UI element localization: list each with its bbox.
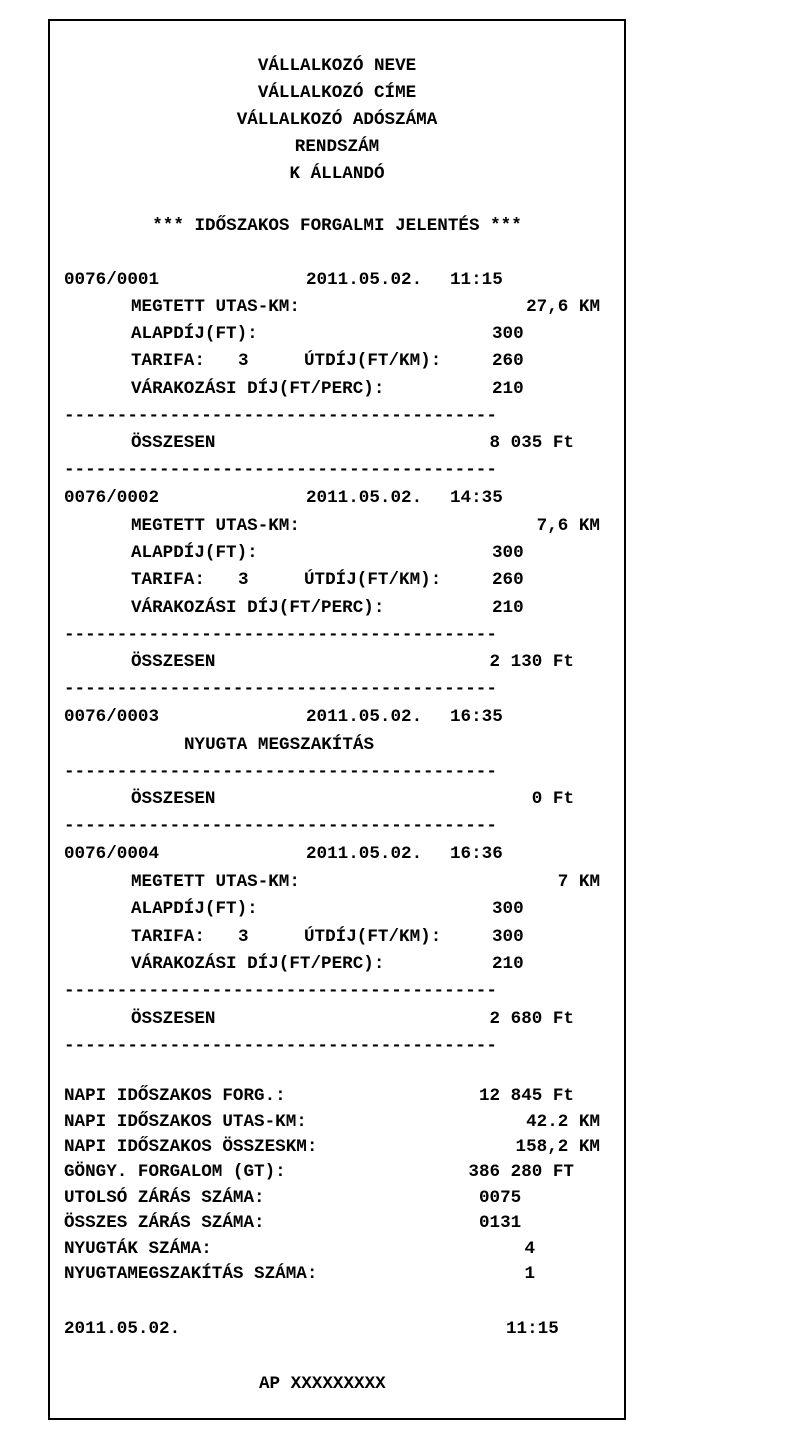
toll-label: ÚTDÍJ(FT/KM):: [304, 351, 442, 371]
base-fee-label: ALAPDÍJ(FT):: [131, 324, 258, 344]
summary-value: 4: [524, 1239, 535, 1259]
summary-value: 158,2 KM: [515, 1137, 600, 1157]
receipt-time: 14:35: [450, 488, 503, 508]
footer-date: 2011.05.02.: [64, 1319, 181, 1339]
separator: -----------------------------------------: [64, 816, 497, 836]
footer-time: 11:15: [506, 1319, 559, 1339]
receipt-time: 16:36: [450, 844, 503, 864]
total-value: 8 035 Ft: [489, 433, 574, 453]
waiting-fee-value: 210: [492, 598, 524, 618]
summary-label: ÖSSZES ZÁRÁS SZÁMA:: [64, 1213, 265, 1233]
total-label: ÖSSZESEN: [131, 433, 216, 453]
base-fee-label: ALAPDÍJ(FT):: [131, 543, 258, 563]
summary-value: 42.2 KM: [526, 1112, 600, 1132]
tariff-label: TARIFA:: [131, 351, 205, 371]
tariff-value: 3: [238, 927, 249, 947]
waiting-fee-label: VÁRAKOZÁSI DÍJ(FT/PERC):: [131, 954, 385, 974]
k-constant: K ÁLLANDÓ: [289, 164, 385, 184]
summary-value: 1: [524, 1264, 535, 1284]
base-fee-label: ALAPDÍJ(FT):: [131, 899, 258, 919]
receipt-id: 0076/0002: [64, 488, 160, 508]
separator: -----------------------------------------: [64, 1036, 497, 1056]
total-label: ÖSSZESEN: [131, 652, 216, 672]
tariff-value: 3: [238, 570, 249, 590]
total-value: 0 Ft: [531, 789, 574, 809]
distance-value: 7 KM: [557, 872, 600, 892]
distance-label: MEGTETT UTAS-KM:: [131, 872, 300, 892]
base-fee-value: 300: [492, 899, 524, 919]
business-name: VÁLLALKOZÓ NEVE: [257, 56, 417, 76]
summary-value: 0131: [479, 1213, 522, 1233]
summary-label: NYUGTAMEGSZAKÍTÁS SZÁMA:: [64, 1264, 318, 1284]
tariff-value: 3: [238, 351, 249, 371]
business-address: VÁLLALKOZÓ CÍME: [257, 83, 417, 103]
receipt-time: 11:15: [450, 270, 503, 290]
tariff-label: TARIFA:: [131, 570, 205, 590]
total-value: 2 680 Ft: [489, 1009, 574, 1029]
receipt-date: 2011.05.02.: [306, 707, 423, 727]
distance-value: 27,6 KM: [526, 297, 600, 317]
separator: -----------------------------------------: [64, 762, 497, 782]
receipt: [48, 19, 626, 1420]
total-label: ÖSSZESEN: [131, 1009, 216, 1029]
report-title: *** IDŐSZAKOS FORGALMI JELENTÉS ***: [152, 216, 522, 236]
toll-label: ÚTDÍJ(FT/KM):: [304, 570, 442, 590]
receipt-time: 16:35: [450, 707, 503, 727]
toll-label: ÚTDÍJ(FT/KM):: [304, 927, 442, 947]
summary-value: 12 845 Ft: [478, 1086, 574, 1106]
receipt-id: 0076/0003: [64, 707, 160, 727]
receipt-date: 2011.05.02.: [306, 488, 423, 508]
license-plate: RENDSZÁM: [294, 137, 380, 157]
waiting-fee-value: 210: [492, 379, 524, 399]
distance-value: 7,6 KM: [536, 516, 600, 536]
summary-label: NAPI IDŐSZAKOS UTAS-KM:: [64, 1112, 307, 1132]
receipt-date: 2011.05.02.: [306, 844, 423, 864]
receipt-cancellation-note: NYUGTA MEGSZAKÍTÁS: [184, 735, 375, 755]
toll-value: 260: [492, 570, 524, 590]
summary-label: NAPI IDŐSZAKOS FORG.:: [64, 1086, 286, 1106]
waiting-fee-value: 210: [492, 954, 524, 974]
receipt-id: 0076/0001: [64, 270, 160, 290]
toll-value: 260: [492, 351, 524, 371]
summary-value: 0075: [479, 1188, 522, 1208]
base-fee-value: 300: [492, 324, 524, 344]
base-fee-value: 300: [492, 543, 524, 563]
summary-label: NYUGTÁK SZÁMA:: [64, 1239, 212, 1259]
distance-label: MEGTETT UTAS-KM:: [131, 297, 300, 317]
total-value: 2 130 Ft: [489, 652, 574, 672]
receipt-id: 0076/0004: [64, 844, 160, 864]
business-tax-number: VÁLLALKOZÓ ADÓSZÁMA: [236, 110, 438, 130]
waiting-fee-label: VÁRAKOZÁSI DÍJ(FT/PERC):: [131, 379, 385, 399]
receipt-date: 2011.05.02.: [306, 270, 423, 290]
distance-label: MEGTETT UTAS-KM:: [131, 516, 300, 536]
separator: -----------------------------------------: [64, 406, 497, 426]
summary-value: 386 280 FT: [468, 1162, 574, 1182]
separator: -----------------------------------------: [64, 981, 497, 1001]
summary-label: UTOLSÓ ZÁRÁS SZÁMA:: [64, 1188, 265, 1208]
total-label: ÖSSZESEN: [131, 789, 216, 809]
toll-value: 300: [492, 927, 524, 947]
ap-code: AP XXXXXXXXX: [259, 1374, 386, 1394]
summary-label: NAPI IDŐSZAKOS ÖSSZESKM:: [64, 1137, 318, 1157]
waiting-fee-label: VÁRAKOZÁSI DÍJ(FT/PERC):: [131, 598, 385, 618]
summary-label: GÖNGY. FORGALOM (GT):: [64, 1162, 286, 1182]
tariff-label: TARIFA:: [131, 927, 205, 947]
separator: -----------------------------------------: [64, 460, 497, 480]
separator: -----------------------------------------: [64, 625, 497, 645]
separator: -----------------------------------------: [64, 679, 497, 699]
